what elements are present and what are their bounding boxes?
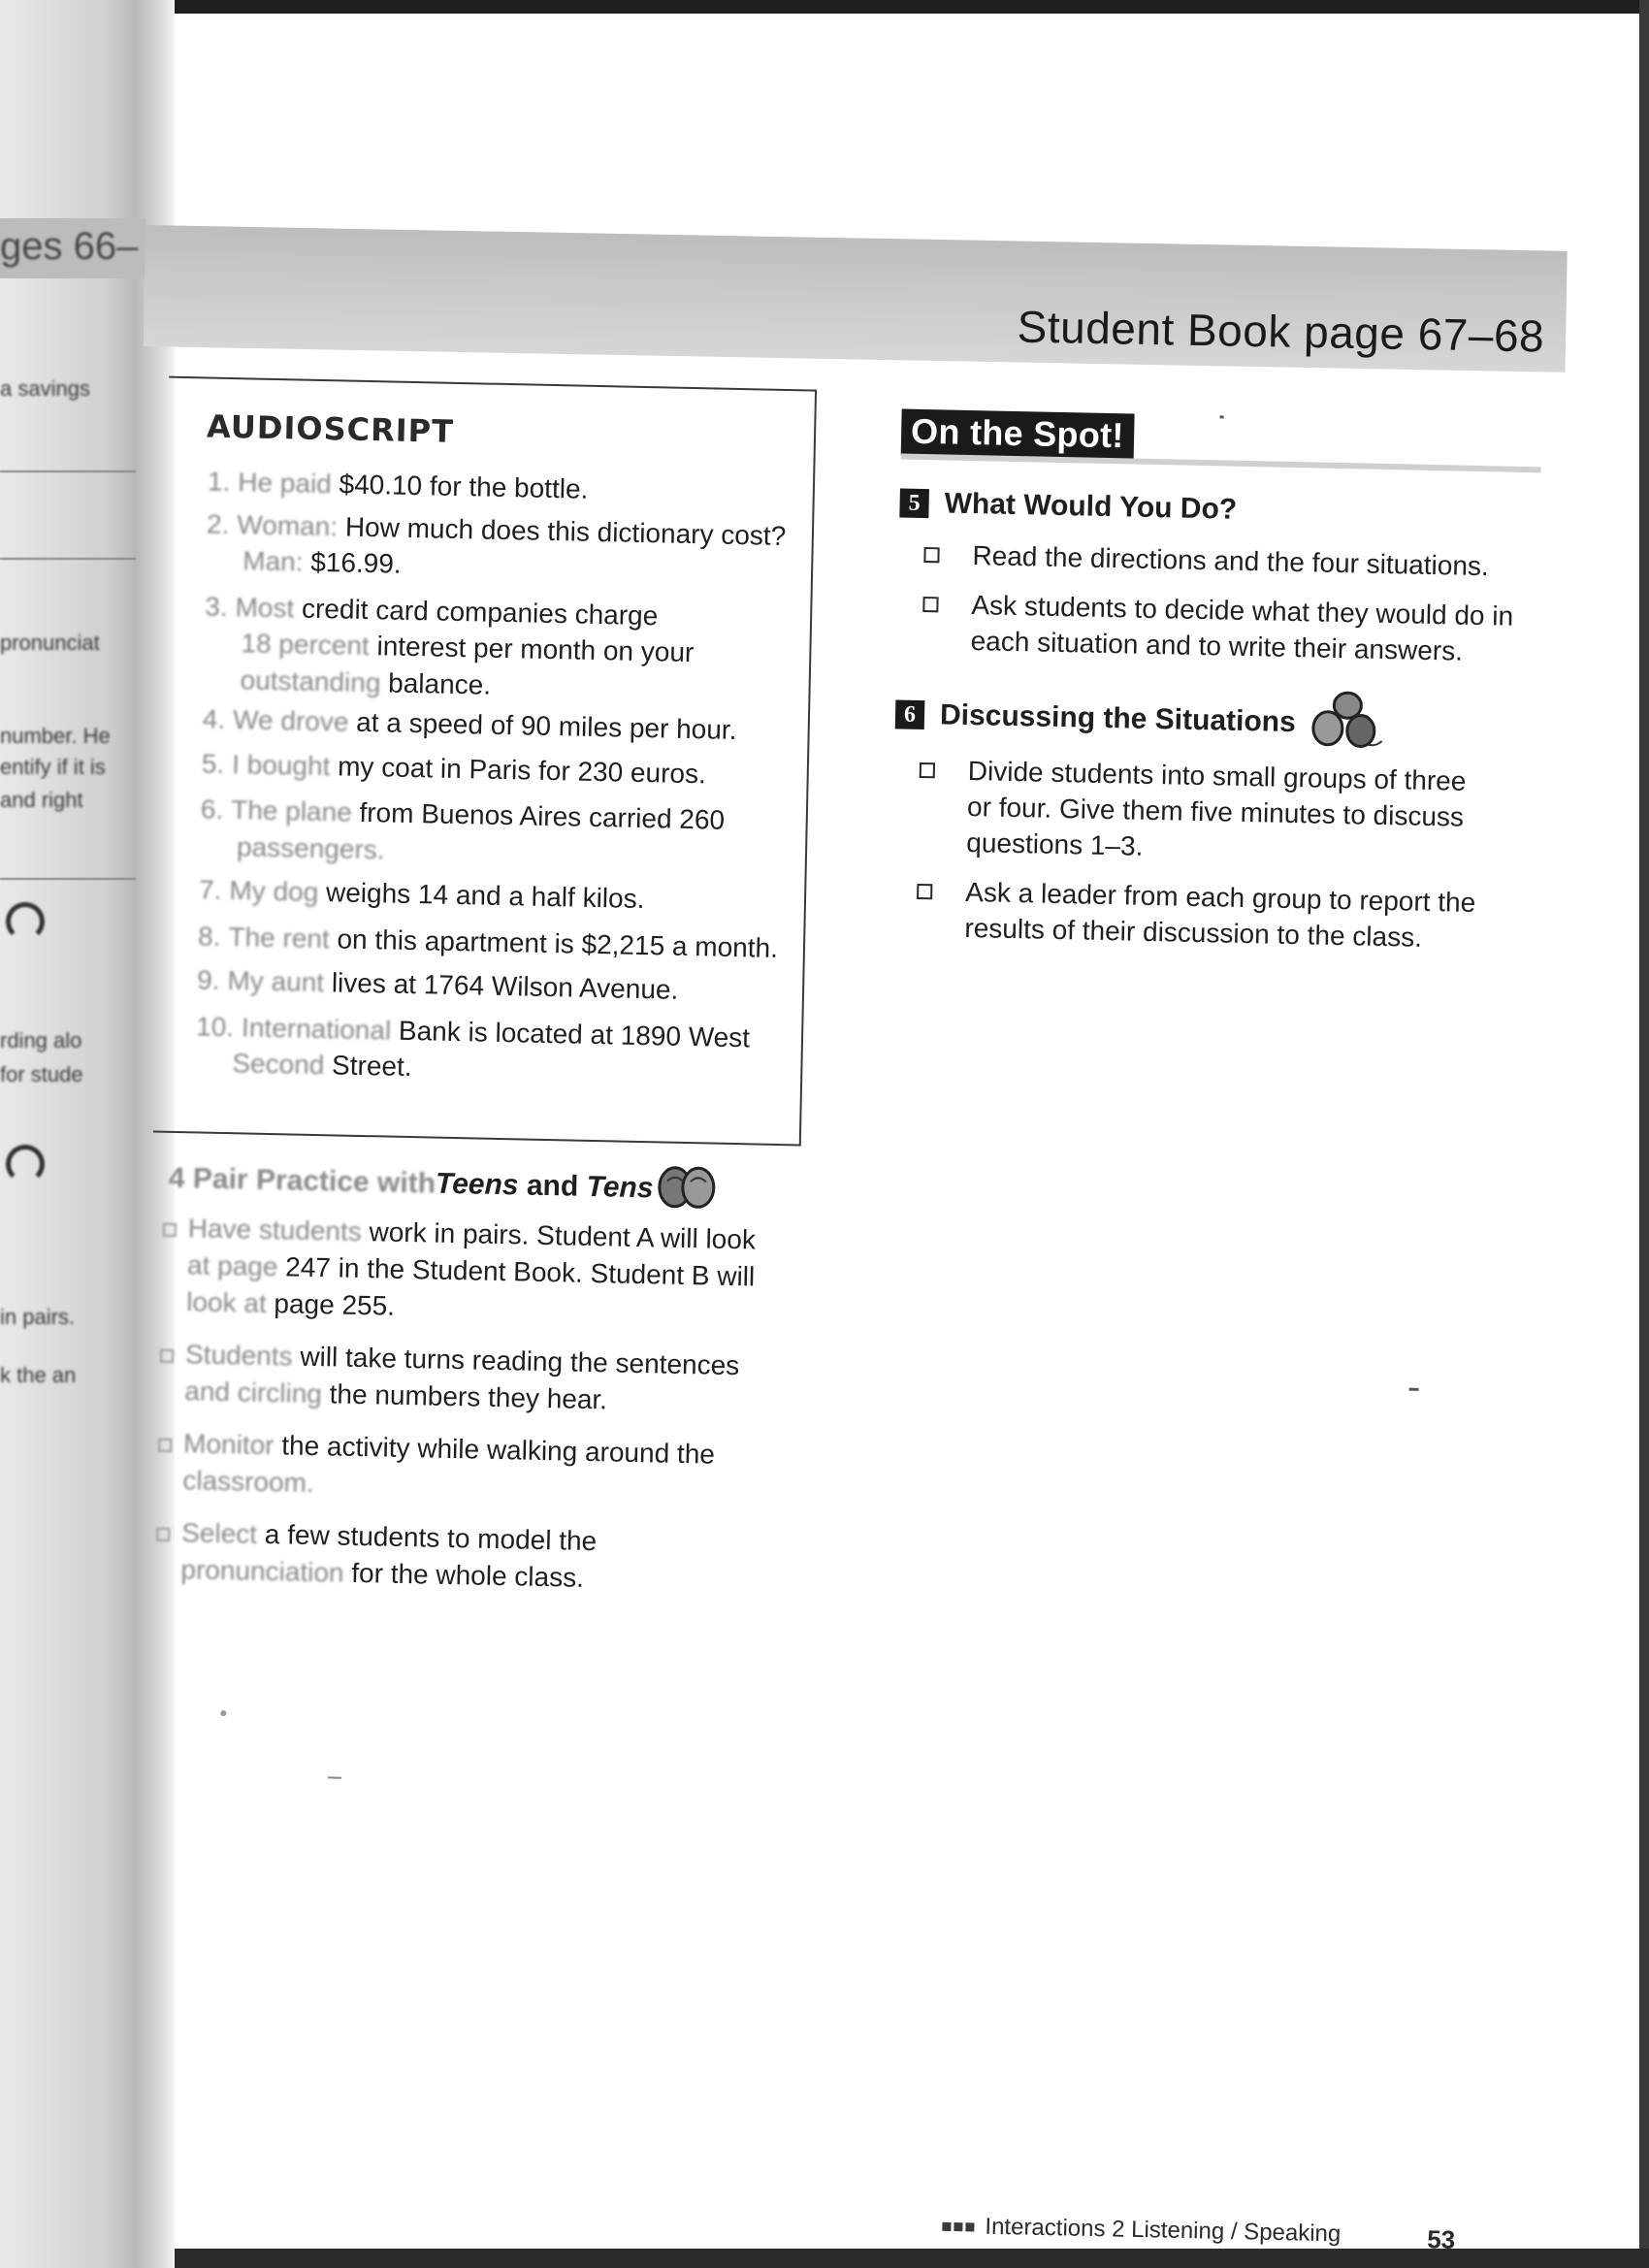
pair-item-text: for the whole class. [343, 1557, 585, 1593]
heading-teens: Teens [435, 1167, 519, 1202]
checkbox-icon [158, 1439, 172, 1452]
previous-page-fragment: and right [0, 788, 83, 812]
audioscript-line-number: 5. [201, 747, 225, 779]
audioscript-line-obscured-text: We drove [232, 704, 349, 737]
audioscript-line-obscured-text: outstanding [240, 664, 381, 697]
pair-practice-item-line [182, 1463, 314, 1501]
checklist-item-line: Ask students to decide what they would do in [971, 590, 1514, 632]
page-header-title: Student Book page 67–68 [1017, 301, 1545, 362]
scan-mark [220, 1710, 226, 1716]
pair-item-text: 247 in the Student Book. Student B will [277, 1251, 756, 1292]
pair-item-text: page 255. [266, 1287, 396, 1321]
audioscript-line-text: credit card companies charge [293, 592, 659, 631]
audioscript-line-obscured-text: Most [235, 591, 295, 623]
audioscript-line-obscured-text: International [241, 1011, 392, 1046]
audioscript-line-obscured-text: passengers. [236, 830, 385, 864]
audioscript-line-text: from Buenos Aires carried 260 [351, 796, 726, 835]
audioscript-line [240, 663, 491, 702]
pair-item-obscured-text: and circling [183, 1376, 323, 1409]
pair-practice-item-line [180, 1552, 584, 1596]
previous-page-fragment: pronunciat [0, 631, 100, 655]
checklist-item-line: results of their discussion to the class. [964, 912, 1423, 953]
pair-item-obscured-text: Have students [187, 1213, 363, 1247]
pair-practice-item-line [184, 1374, 607, 1417]
audioscript-line [232, 1046, 412, 1085]
on-the-spot-rule [901, 453, 1541, 472]
pair-practice-item-line [186, 1284, 396, 1323]
audioscript-line-number: 2. [206, 508, 230, 539]
pair-item-obscured-text: classroom. [182, 1465, 315, 1499]
audioscript-line-obscured-text: The plane [230, 794, 353, 827]
checkbox-icon [160, 1349, 174, 1363]
audioscript-line [242, 543, 402, 581]
scan-mark [1409, 1388, 1419, 1391]
page-footer [942, 2213, 1341, 2249]
checkbox-icon [917, 884, 932, 899]
pair-item-text: work in pairs. Student A will look [361, 1216, 757, 1255]
audioscript-line-text: $40.10 for the bottle. [331, 469, 589, 504]
audioscript-line-obscured-text: My aunt [227, 965, 325, 998]
pair-item-obscured-text: Students [184, 1339, 293, 1372]
checkbox-icon [923, 547, 939, 563]
audioscript-line-number: 4. [202, 703, 226, 734]
audioscript-line-number: 7. [198, 874, 222, 905]
previous-page-fragment: a savings [0, 376, 90, 401]
audioscript-line-obscured-text: The rent [228, 921, 331, 954]
audioscript-line-text: How much does this dictionary cost? [337, 510, 787, 551]
footer-text: Interactions 2 Listening / Speaking [985, 2213, 1342, 2248]
checkbox-icon [922, 597, 938, 612]
pair-item-obscured-text: look at [185, 1286, 268, 1318]
section-5-title: What Would You Do? [944, 487, 1238, 526]
pair-people-icon [653, 1163, 722, 1211]
audioscript-line-text: weighs 14 and a half kilos. [317, 877, 645, 915]
audioscript-line-obscured-text: My dog [229, 875, 319, 908]
checkbox-icon [156, 1528, 170, 1541]
audioscript-line-text: $16.99. [303, 546, 402, 579]
audioscript-line-obscured-text: Woman: [237, 508, 339, 541]
checklist-item-line: Ask a leader from each group to report the [964, 876, 1476, 919]
audioscript-line-number: 8. [197, 920, 221, 952]
audioscript-line-text: Bank is located at 1890 West [390, 1015, 751, 1053]
audioscript-line-text: at a speed of 90 miles per hour. [348, 706, 737, 746]
heading-and: and [518, 1169, 587, 1203]
scan-mark [328, 1776, 341, 1778]
checklist-item-line: questions 1–3. [966, 827, 1144, 861]
checkbox-icon [163, 1223, 177, 1237]
audioscript-line-number: 1. [207, 466, 231, 498]
pair-item-text: will take turns reading the sentences [292, 1341, 740, 1381]
previous-page-fragment: number. He [0, 724, 111, 748]
checklist-item-line: Read the directions and the four situations. [972, 540, 1490, 582]
audioscript-line-text: Street. [324, 1050, 412, 1083]
audioscript-line-number: 6. [200, 794, 224, 825]
previous-page-fragment: rding alo [0, 1028, 82, 1053]
audioscript-line-obscured-text: Man: [242, 545, 304, 577]
audioscript-line-obscured-text: He paid [237, 467, 333, 500]
on-the-spot-label: On the Spot! [901, 409, 1135, 461]
section-5-heading [899, 486, 1237, 526]
audioscript-line-text: on this apartment is $2,215 a month. [329, 923, 779, 963]
audioscript-line-text: interest per month on your [369, 631, 695, 668]
pair-practice-item-line [181, 1515, 598, 1559]
pair-item-obscured-text: Monitor [182, 1428, 275, 1461]
previous-page-fragment: in pairs. [0, 1305, 76, 1329]
section-6-heading [895, 697, 1296, 739]
heading-tens: Tens [586, 1170, 654, 1205]
previous-page-fragment: entify if it is [0, 755, 106, 779]
pair-item-text: a few students to model the [256, 1518, 598, 1557]
audioscript-title: AUDIOSCRIPT [206, 407, 455, 450]
section-5-number: 5 [899, 488, 929, 518]
page-number: 53 [1426, 2224, 1456, 2254]
pair-practice-heading-prefix: Pair Practice with [192, 1162, 436, 1200]
pair-practice-heading [169, 1162, 654, 1205]
checklist-item-line: each situation and to write their answers. [970, 626, 1464, 666]
section-6-title: Discussing the Situations [939, 698, 1297, 739]
audioscript-line-number: 3. [204, 591, 228, 622]
previous-page-fragment: k the an [0, 1363, 77, 1387]
previous-page-fragment: for stude [0, 1062, 83, 1086]
section-number: 4 [168, 1161, 185, 1195]
pair-item-obscured-text: Select [180, 1517, 258, 1549]
audioscript-line-obscured-text: I bought [231, 748, 331, 781]
pair-item-obscured-text: pronunciation [180, 1554, 344, 1588]
scan-mark [1220, 415, 1224, 418]
audioscript-line-number: 10. [195, 1010, 235, 1042]
section-6-number: 6 [895, 699, 925, 729]
audioscript-line-number: 9. [196, 964, 220, 995]
pair-item-text: the numbers they hear. [321, 1378, 608, 1415]
group-people-icon [1308, 689, 1386, 751]
checklist-item-line: or four. Give them five minutes to discuss [966, 792, 1465, 832]
checklist-item-line: Divide students into small groups of three [967, 756, 1467, 796]
audioscript-line-obscured-text: Second [232, 1048, 325, 1081]
audioscript-line-obscured-text: 18 percent [241, 628, 371, 662]
audioscript-line-text: my coat in Paris for 230 euros. [330, 750, 707, 789]
previous-page-header: ges 66– [0, 225, 139, 268]
checkbox-icon [920, 762, 935, 778]
pair-item-text: the activity while walking around the [274, 1430, 716, 1470]
pair-item-obscured-text: at page [186, 1249, 278, 1282]
audioscript-line-text: lives at 1764 Wilson Avenue. [323, 967, 679, 1005]
footer-squares-icon [942, 2213, 978, 2241]
audioscript-line-text: balance. [380, 666, 492, 700]
audioscript-line [237, 829, 385, 867]
